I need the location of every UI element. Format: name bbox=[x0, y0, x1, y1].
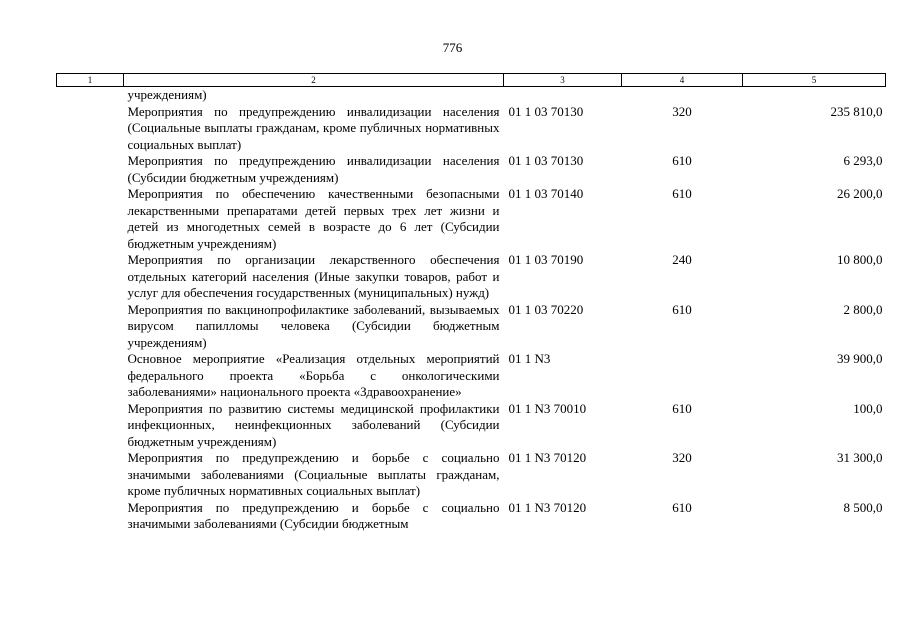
amount: 26 200,0 bbox=[837, 186, 883, 201]
row-number-cell bbox=[57, 87, 124, 104]
budget-code: 01 1 03 70140 bbox=[508, 186, 584, 201]
column-header-2: 2 bbox=[124, 74, 504, 87]
row-number-cell bbox=[57, 500, 124, 533]
column-header-1: 1 bbox=[57, 74, 124, 87]
row-number-cell bbox=[57, 351, 124, 401]
expense-type: 610 bbox=[672, 153, 692, 168]
table-row bbox=[57, 186, 886, 252]
amount: 2 800,0 bbox=[843, 301, 883, 317]
table-row bbox=[57, 500, 886, 533]
row-number-cell bbox=[57, 186, 124, 252]
expense-type: 240 bbox=[672, 252, 692, 267]
expense-type bbox=[622, 87, 743, 104]
amount bbox=[743, 87, 886, 104]
column-header-3: 3 bbox=[504, 74, 622, 87]
row-number-cell bbox=[57, 450, 124, 500]
budget-code: 01 1 N3 70010 bbox=[508, 400, 587, 416]
item-name: учреждениям) bbox=[127, 87, 207, 102]
table-row bbox=[57, 401, 886, 451]
budget-code: 01 1 N3 70120 bbox=[508, 499, 587, 515]
column-number-row bbox=[57, 74, 886, 87]
item-name: Основное мероприятие «Реализация отдельных мероприятий федерального проекта «Борьба с онкологическими заболеваниями» национального проекта «Здравоохранение» bbox=[127, 351, 500, 399]
expense-type: 610 bbox=[672, 301, 692, 317]
table-row bbox=[57, 252, 886, 302]
expense-type: 320 bbox=[672, 450, 692, 465]
budget-code: 01 1 N3 bbox=[508, 351, 551, 366]
row-number-cell bbox=[57, 153, 124, 186]
row-number-cell bbox=[57, 401, 124, 451]
row-number-cell bbox=[57, 104, 124, 154]
budget-code: 01 1 03 70220 bbox=[508, 301, 584, 317]
item-name: Мероприятия по предупреждению и борьбе с социально значимыми заболеваниями (Социальные выплаты гражданам, кроме публичных нормативных социальных выплат) bbox=[127, 450, 500, 498]
budget-table bbox=[56, 73, 886, 533]
item-name: Мероприятия по обеспечению качественными безопасными лекарственными препаратами детей первых трех лет жизни и детей из многодетных семей в возрасте до 6 лет (Субсидии бюджетным учреждениям) bbox=[127, 186, 500, 251]
budget-code bbox=[504, 87, 622, 104]
expense-type: 610 bbox=[672, 499, 692, 515]
page-number: 776 bbox=[442, 40, 463, 55]
amount: 235 810,0 bbox=[830, 103, 883, 119]
budget-code: 01 1 03 70130 bbox=[508, 153, 584, 168]
expense-type: 610 bbox=[672, 400, 692, 416]
table-row bbox=[57, 351, 886, 401]
item-name: Мероприятия по развитию системы медицинской профилактики инфекционных, неинфекционных заболеваний (Субсидии бюджетным учреждениям) bbox=[127, 400, 500, 449]
item-name: Мероприятия по предупреждению инвалидизации населения (Социальные выплаты гражданам, кроме публичных нормативных социальных выплат) bbox=[127, 103, 500, 152]
column-header-4: 4 bbox=[622, 74, 743, 87]
amount: 6 293,0 bbox=[843, 153, 883, 168]
item-name: Мероприятия по организации лекарственного обеспечения отдельных категорий населения (Иные закупки товаров, работ и услуг для обеспечения государственных (муниципальных) нужд) bbox=[127, 252, 500, 300]
budget-code: 01 1 03 70130 bbox=[508, 103, 584, 119]
table-row bbox=[57, 450, 886, 500]
row-number-cell bbox=[57, 252, 124, 302]
budget-code: 01 1 03 70190 bbox=[508, 252, 584, 267]
amount: 39 900,0 bbox=[837, 351, 883, 366]
item-name: Мероприятия по предупреждению и борьбе с социально значимыми заболеваниями (Субсидии бюджетным bbox=[127, 499, 500, 531]
row-number-cell bbox=[57, 302, 124, 352]
amount: 10 800,0 bbox=[837, 252, 883, 267]
expense-type: 320 bbox=[672, 103, 692, 119]
table-row bbox=[57, 302, 886, 352]
amount: 8 500,0 bbox=[843, 499, 883, 515]
table-row bbox=[57, 104, 886, 154]
column-header-5: 5 bbox=[743, 74, 886, 87]
expense-type bbox=[622, 351, 743, 401]
table-row bbox=[57, 153, 886, 186]
expense-type: 610 bbox=[672, 186, 692, 201]
item-name: Мероприятия по вакцинопрофилактике заболеваний, вызываемых вирусом папилломы человека (Субсидии бюджетным учреждениям) bbox=[127, 301, 500, 350]
item-name: Мероприятия по предупреждению инвалидизации населения (Субсидии бюджетным учреждениям) bbox=[127, 153, 500, 185]
amount: 31 300,0 bbox=[837, 450, 883, 465]
budget-code: 01 1 N3 70120 bbox=[508, 450, 587, 465]
amount: 100,0 bbox=[853, 400, 883, 416]
table-row bbox=[57, 87, 886, 104]
